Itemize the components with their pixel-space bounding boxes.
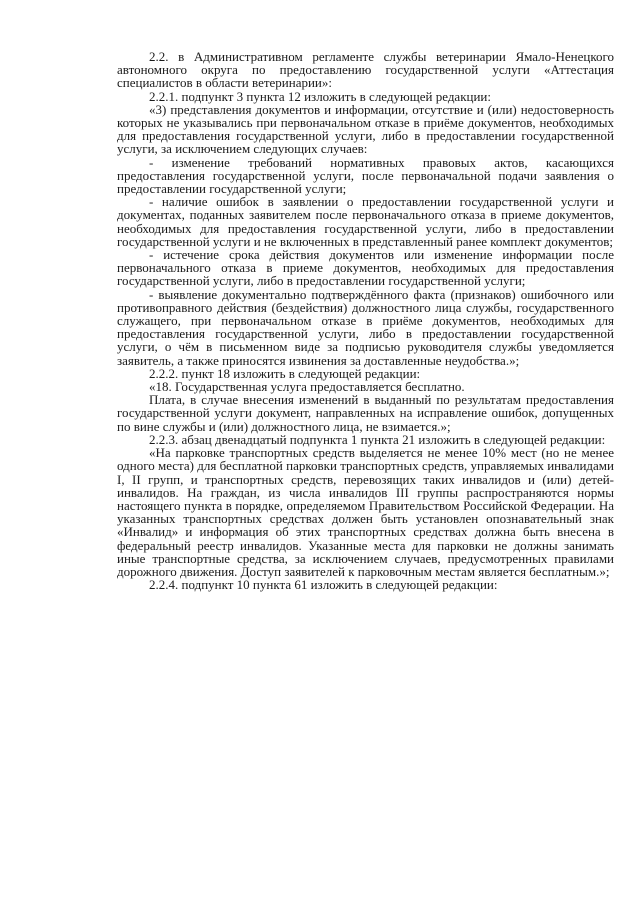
paragraph-parking: «На парковке транспортных средств выделяется не менее 10% мест (но не менее одного места) для бесплатной парковки транспортных средств, управляемых инвалидами I, II групп, и транспортных средств, перевозящих таких инвалидов и (или) детей-инвалидов. На граждан, из числа инвалидов III группы распространяются нормы настоящего пункта в порядке, определяемом Правительством Российской Федерации. На указанных транспортных средствах должен быть установлен опознавательный знак «Инвалид» и информация об этих транспортных средствах должна быть внесена в федеральный реестр инвалидов. Указанные места для парковки не должны занимать иные транспортные средства, за исключением случаев, предусмотренных правилами дорожного движения. Доступ заявителей к парковочным местам является бесплатным.»; xyxy=(117,445,614,579)
paragraph-2-2-1: 2.2.1. подпункт 3 пункта 12 изложить в следующей редакции: xyxy=(149,88,491,104)
paragraph-2-2: 2.2. в Административном регламенте службы ветеринарии Ямало-Ненецкого автономного округа по предоставлению государственной услуги «Аттестация специалистов в области ветеринарии»: xyxy=(117,49,614,91)
paragraph-2-2-2: 2.2.2. пункт 18 изложить в следующей редакции: xyxy=(149,365,421,381)
document-body xyxy=(117,50,614,591)
paragraph-dash-3: - истечение срока действия документов или изменение информации после первоначального отказа в приеме документов, необходимых для предоставления государственной услуги, либо в предоставлении государственной услуги; xyxy=(117,247,614,289)
paragraph-item-3: «3) представления документов и информации, отсутствие и (или) недостоверность которых не указывались при первоначальном отказе в приёме документов, необходимых для предоставления государственной услуги, либо в предоставлении государственной услуги, за исключением следующих случаев: xyxy=(117,101,614,157)
paragraph-dash-2: - наличие ошибок в заявлении о предоставлении государственной услуги и документах, поданных заявителем после первоначального отказа в приеме документов, необходимых для предоставления государственной услуги, либо в предоставлении государственной услуги и не включенных в представленный ранее комплект документов; xyxy=(117,194,614,249)
paragraph-2-2-3: 2.2.3. абзац двенадцатый подпункта 1 пункта 21 изложить в следующей редакции: xyxy=(149,431,606,447)
paragraph-item-18: «18. Государственная услуга предоставляется бесплатно. xyxy=(149,379,465,395)
paragraph-dash-4: - выявление документально подтверждённого факта (признаков) ошибочного или противоправного действия (бездействия) должностного лица службы, государственного служащего, при первоначальном отказе в приёме документов, необходимых для предоставления государственной услуги, либо в предоставлении государственной услуги, о чём в письменном виде за подписью руководителя службы уведомляется заявитель, а также приносятся извинения за доставленные неудобства.»; xyxy=(117,286,614,368)
paragraph-2-2-4: 2.2.4. подпункт 10 пункта 61 изложить в следующей редакции: xyxy=(149,577,498,593)
paragraph-fee: Плата, в случае внесения изменений в выданный по результатам предоставления государственной услуги документ, направленных на исправление ошибок, допущенных по вине службы и (или) должностного лица, не взимается.»; xyxy=(117,392,614,434)
paragraph-dash-1: - изменение требований нормативных правовых актов, касающихся предоставления государственной услуги, после первоначальной подачи заявления о предоставлении государственной услуги; xyxy=(117,154,614,197)
